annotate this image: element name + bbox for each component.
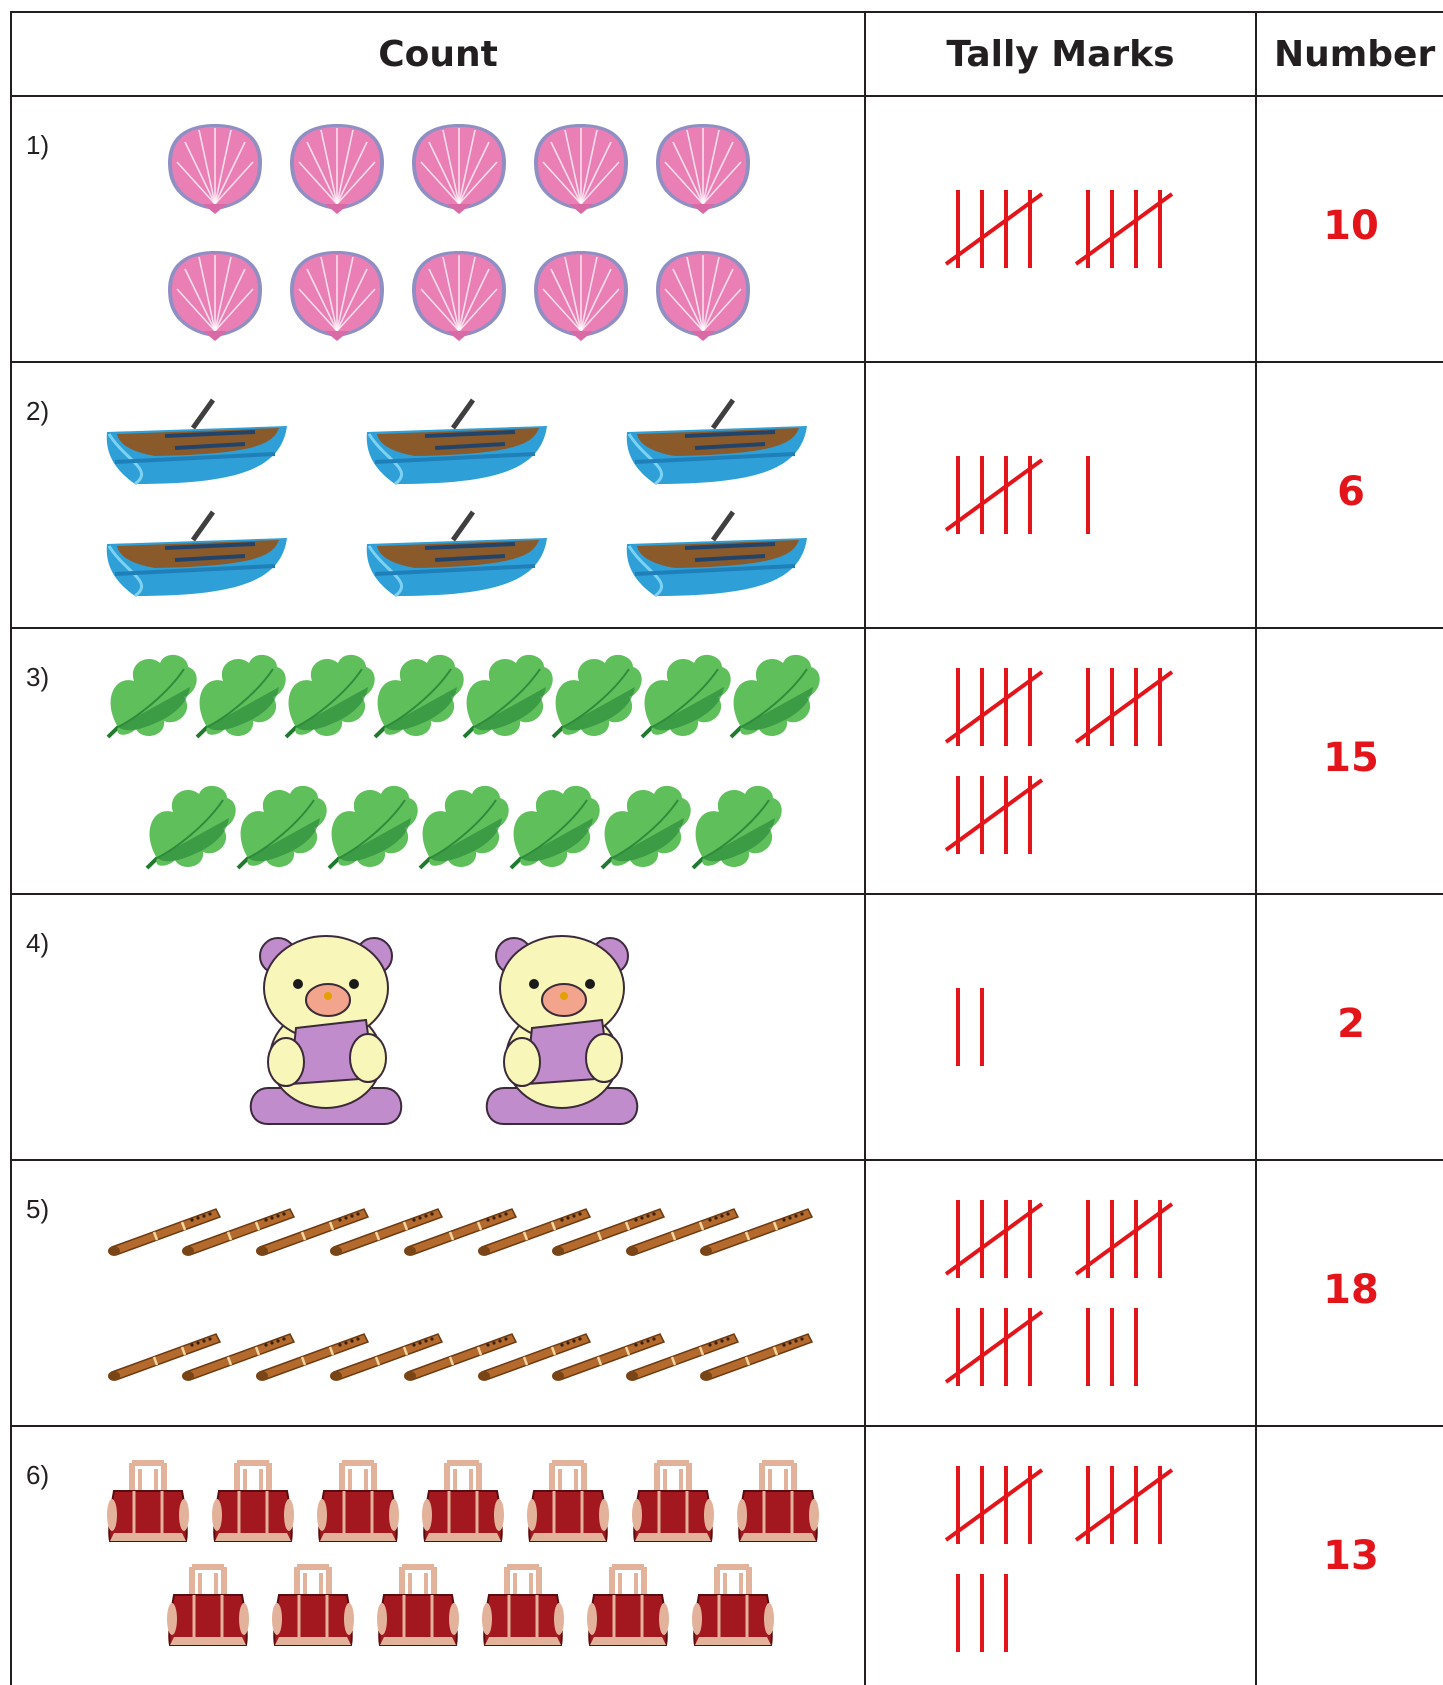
row-label: 6) xyxy=(26,1460,50,1490)
teddy-bear-icon xyxy=(487,936,638,1124)
scallop-shell-icon xyxy=(534,124,628,214)
leaf-icon xyxy=(147,786,236,868)
leaf-icon xyxy=(693,786,782,868)
row-2-items xyxy=(107,400,807,596)
duffel-bag-icon xyxy=(167,1567,249,1645)
leaf-icon xyxy=(286,655,375,737)
tally-group-row-1 xyxy=(946,190,1172,268)
tally-group-row-4 xyxy=(958,988,982,1066)
tally-cross-stroke xyxy=(946,1312,1042,1382)
teddy-bear-icon xyxy=(251,936,402,1124)
number-answer: 15 xyxy=(1323,735,1379,781)
tally-cross-stroke xyxy=(1076,1470,1172,1540)
header-count: Count xyxy=(378,33,498,75)
number-answer: 18 xyxy=(1323,1267,1379,1313)
tally-cross-stroke xyxy=(946,460,1042,530)
duffel-bag-icon xyxy=(422,1463,504,1541)
leaf-icon xyxy=(642,655,731,737)
leaf-icon xyxy=(731,655,820,737)
scallop-shell-icon xyxy=(168,124,262,214)
leaf-icon xyxy=(602,786,691,868)
leaf-icon xyxy=(420,786,509,868)
duffel-bag-icon xyxy=(632,1463,714,1541)
tally-cross-stroke xyxy=(946,672,1042,742)
scallop-shell-icon xyxy=(290,251,384,341)
tally-group-row-2 xyxy=(946,456,1088,534)
duffel-bag-icon xyxy=(212,1463,294,1541)
row-1-items xyxy=(168,124,750,341)
rowboat-icon xyxy=(107,512,287,596)
scallop-shell-icon xyxy=(412,251,506,341)
duffel-bag-icon xyxy=(482,1567,564,1645)
scallop-shell-icon xyxy=(412,124,506,214)
row-label: 5) xyxy=(26,1194,50,1224)
number-answer: 10 xyxy=(1323,203,1379,249)
row-label: 3) xyxy=(26,662,50,692)
scallop-shell-icon xyxy=(168,251,262,341)
row-5-items xyxy=(108,1209,812,1381)
tally-group-row-5 xyxy=(946,1200,1172,1386)
row-4-items xyxy=(251,936,638,1124)
duffel-bag-icon xyxy=(587,1567,669,1645)
duffel-bag-icon xyxy=(272,1567,354,1645)
scallop-shell-icon xyxy=(534,251,628,341)
duffel-bag-icon xyxy=(107,1463,189,1541)
scallop-shell-icon xyxy=(290,124,384,214)
scallop-shell-icon xyxy=(656,124,750,214)
scallop-shell-icon xyxy=(656,251,750,341)
rowboat-icon xyxy=(367,512,547,596)
rowboat-icon xyxy=(627,400,807,484)
tally-cross-stroke xyxy=(946,1470,1042,1540)
number-answer: 13 xyxy=(1323,1533,1379,1579)
rowboat-icon xyxy=(107,400,287,484)
tally-cross-stroke xyxy=(1076,672,1172,742)
header-tally-marks: Tally Marks xyxy=(946,33,1175,75)
duffel-bag-icon xyxy=(527,1463,609,1541)
row-6-items xyxy=(107,1463,819,1645)
leaf-icon xyxy=(464,655,553,737)
duffel-bag-icon xyxy=(737,1463,819,1541)
rowboat-icon xyxy=(367,400,547,484)
number-answer: 6 xyxy=(1337,469,1365,515)
header-number: Number xyxy=(1274,33,1436,75)
tally-cross-stroke xyxy=(1076,194,1172,264)
leaf-icon xyxy=(197,655,286,737)
tally-marks-layer xyxy=(946,190,1172,1652)
duffel-bag-icon xyxy=(317,1463,399,1541)
leaf-icon xyxy=(511,786,600,868)
leaf-icon xyxy=(553,655,642,737)
duffel-bag-icon xyxy=(692,1567,774,1645)
tally-cross-stroke xyxy=(946,1204,1042,1274)
leaf-icon xyxy=(375,655,464,737)
tally-cross-stroke xyxy=(1076,1204,1172,1274)
row-label: 4) xyxy=(26,928,50,958)
row-label: 2) xyxy=(26,396,50,426)
row-label: 1) xyxy=(26,130,50,160)
leaf-icon xyxy=(108,655,197,737)
leaf-icon xyxy=(238,786,327,868)
tally-cross-stroke xyxy=(946,780,1042,850)
number-answer: 2 xyxy=(1337,1001,1365,1047)
tally-group-row-6 xyxy=(946,1466,1172,1652)
rowboat-icon xyxy=(627,512,807,596)
duffel-bag-icon xyxy=(377,1567,459,1645)
tally-cross-stroke xyxy=(946,194,1042,264)
leaf-icon xyxy=(329,786,418,868)
tally-group-row-3 xyxy=(946,668,1172,854)
row-3-items xyxy=(108,655,820,868)
